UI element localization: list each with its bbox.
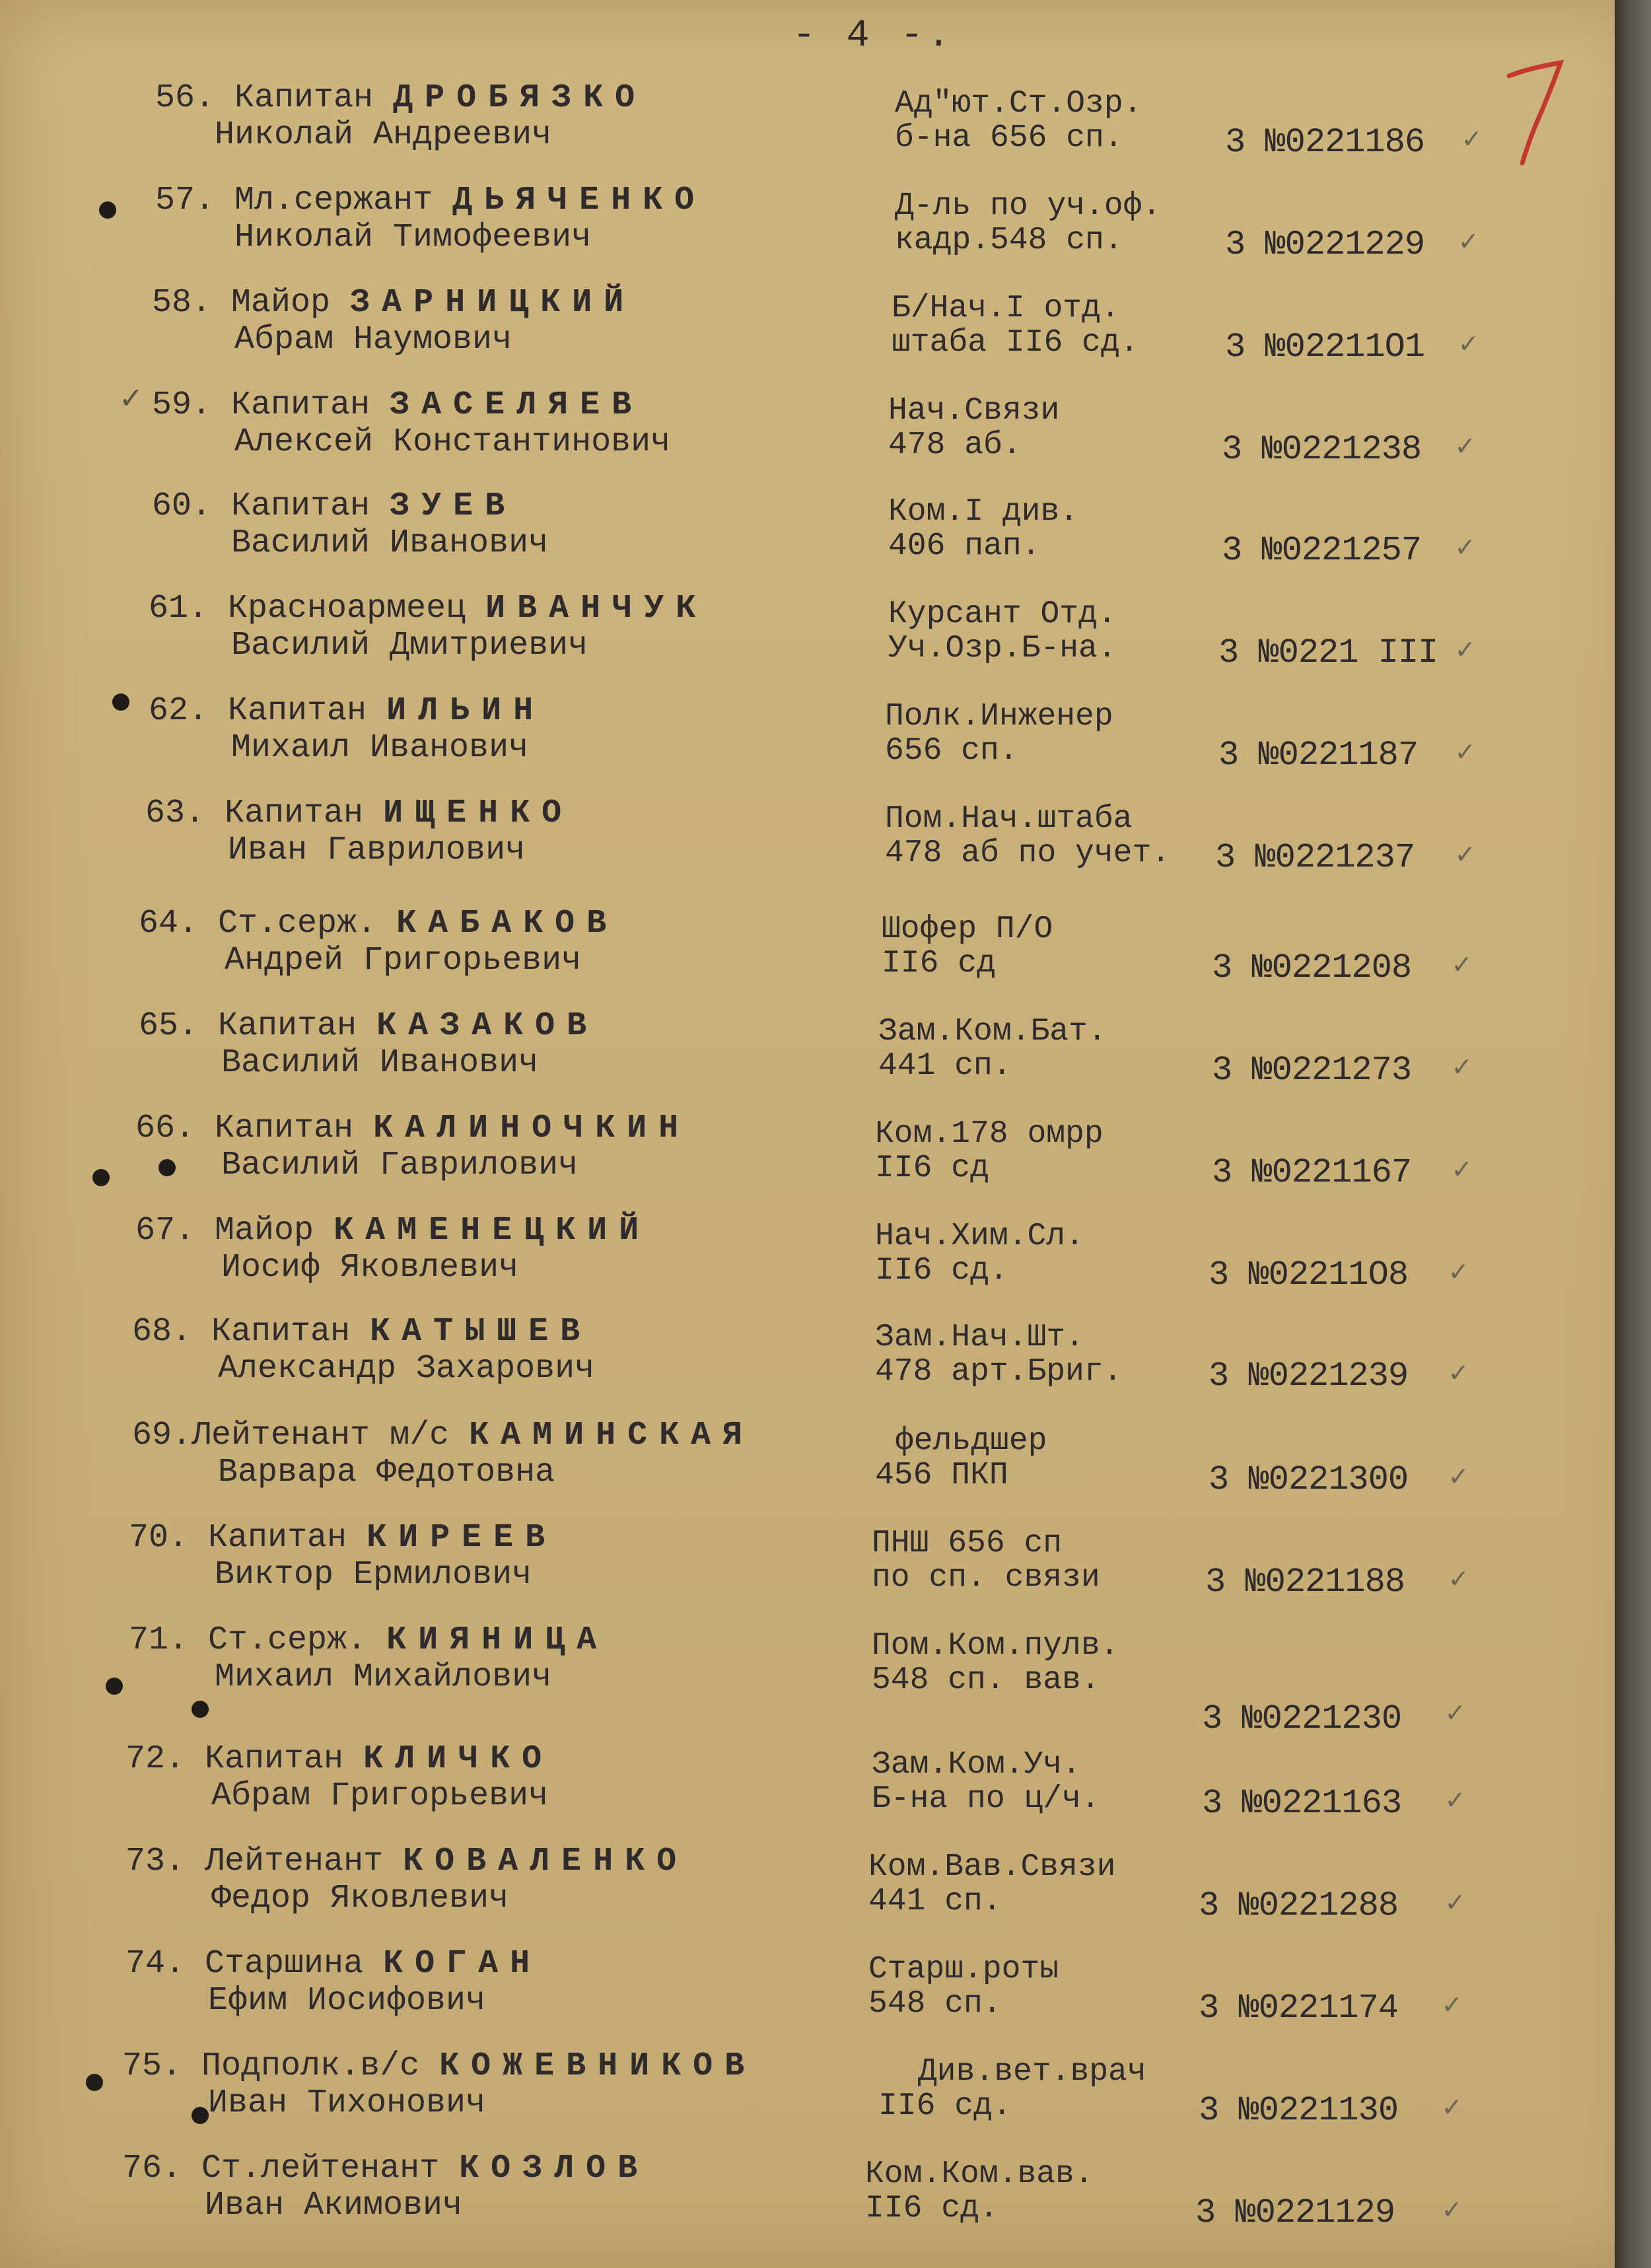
unit-line-2: II6 сд.: [865, 2191, 999, 2226]
award-list-entry: [0, 1212, 1611, 1311]
entry-number: 71.: [129, 1621, 189, 1659]
entry-number: 70.: [129, 1519, 189, 1557]
check-mark: ✓: [1443, 2092, 1461, 2125]
surname: КИЯНИЦА: [386, 1621, 609, 1659]
award-number: 3 №0221129: [1195, 2193, 1395, 2232]
unit-line-1: Ком.I див.: [888, 494, 1079, 530]
check-mark: ✓: [1446, 1785, 1464, 1818]
surname: ДЬЯЧЕНКО: [452, 182, 707, 219]
military-rank: Ст.лейтенант: [201, 2150, 440, 2187]
entry-number-rank-surname: [139, 905, 618, 942]
award-list-entry: [0, 182, 1611, 281]
unit-line-2: II6 сд.: [878, 2088, 1012, 2124]
entry-number: 59.: [152, 386, 212, 424]
surname: КОЖЕВНИКОВ: [439, 2047, 757, 2085]
award-number: 3 №0221230: [1202, 1699, 1402, 1738]
military-rank: Ст.серж.: [208, 1621, 367, 1659]
award-list-entry: [0, 1007, 1611, 1106]
award-number: 3 №0221288: [1199, 1886, 1399, 1925]
award-list-entry: [0, 79, 1611, 178]
military-rank: Мл.сержант: [234, 182, 433, 219]
award-number: 3 №0221257: [1222, 531, 1422, 570]
surname: ЗУЕВ: [390, 487, 517, 525]
given-names: Виктор Ермилович: [215, 1556, 532, 1594]
award-number: 3 №02211О8: [1209, 1256, 1409, 1294]
entry-number-rank-surname: [149, 692, 545, 730]
entry-number-rank-surname: [132, 1417, 754, 1454]
award-list-entry: [0, 1313, 1611, 1412]
check-mark: ✓: [1456, 737, 1474, 770]
scan-edge-shadow: [1615, 0, 1651, 2268]
award-list-entry: [0, 2047, 1611, 2146]
given-names: Андрей Григорьевич: [225, 942, 582, 979]
entry-number-rank-surname: [152, 284, 635, 322]
unit-line-1: фельдшер: [895, 1423, 1047, 1459]
check-mark: ✓: [1463, 124, 1481, 157]
unit-line-2: II6 сд.: [875, 1253, 1008, 1289]
entry-number-rank-surname: [122, 2150, 649, 2187]
entry-number-rank-surname: [135, 1212, 650, 1250]
award-number: 3 №0221300: [1209, 1460, 1409, 1499]
surname: ДРОБЯЗКО: [393, 79, 647, 117]
entry-number: 62.: [149, 692, 209, 730]
given-names: Николай Андреевич: [215, 116, 552, 154]
award-list-entry: [0, 795, 1611, 894]
entry-number: 60.: [152, 487, 212, 525]
surname: КАЛИНОЧКИН: [373, 1110, 691, 1147]
entry-number: 57.: [155, 182, 215, 219]
award-number: 3 №0221 III: [1218, 633, 1438, 672]
surname: ЗАРНИЦКИЙ: [350, 284, 636, 322]
unit-line-1: Ком.Вав.Связи: [868, 1849, 1116, 1885]
check-mark: ✓: [1453, 950, 1471, 983]
check-mark: ✓: [1453, 1154, 1471, 1187]
unit-line-1: Ком.178 омрр: [875, 1116, 1104, 1152]
unit-line-2: 441 сп.: [878, 1048, 1012, 1084]
award-number: 3 №0221163: [1202, 1784, 1402, 1823]
award-number: 3 №0221239: [1209, 1357, 1409, 1396]
entry-number-rank-surname: [149, 590, 707, 627]
entry-number-rank-surname: [125, 1843, 688, 1880]
given-names: Николай Тимофеевич: [234, 219, 592, 256]
award-list-entry: [0, 1740, 1611, 1839]
unit-line-2: 656 сп.: [885, 733, 1018, 769]
entry-number-rank-surname: [125, 1945, 542, 1983]
military-rank: Ст.серж.: [218, 905, 377, 942]
entry-number: 73.: [125, 1843, 186, 1880]
check-mark: ✓: [1453, 1052, 1471, 1085]
unit-line-2: штаба II6 сд.: [892, 325, 1139, 361]
military-rank: Майор: [215, 1212, 314, 1250]
unit-line-2: 478 арт.Бриг.: [875, 1354, 1123, 1390]
award-list-entry: [0, 2150, 1611, 2249]
military-rank: Капитан: [218, 1007, 357, 1045]
unit-line-2: II6 сд: [875, 1151, 989, 1186]
surname: КИРЕЕВ: [367, 1519, 557, 1557]
award-list-entry: [0, 1110, 1611, 1209]
surname: ИВАНЧУК: [485, 590, 708, 627]
entry-number: 76.: [122, 2150, 182, 2187]
award-number: 3 №0221208: [1212, 948, 1412, 987]
surname: КАБАКОВ: [396, 905, 619, 942]
entry-number: 58.: [152, 284, 212, 322]
given-names: Михаил Михайлович: [215, 1658, 552, 1696]
entry-number: 56.: [155, 79, 215, 117]
entry-number-rank-surname: [125, 1740, 553, 1778]
award-number: 3 №0221237: [1215, 838, 1415, 877]
check-mark: ✓: [1450, 1257, 1467, 1290]
unit-line-2: Уч.Озр.Б-на.: [888, 631, 1117, 666]
check-mark: ✓: [1456, 635, 1474, 668]
entry-number: 64.: [139, 905, 199, 942]
entry-number-rank-surname: [152, 487, 516, 525]
entry-number: 74.: [125, 1945, 186, 1983]
unit-line-1: Полк.Инженер: [885, 699, 1113, 734]
surname: КЛИЧКО: [363, 1740, 554, 1778]
military-rank: Майор: [231, 284, 331, 322]
award-number: 3 №0221273: [1212, 1051, 1412, 1090]
unit-line-2: 548 сп. вав.: [872, 1662, 1100, 1698]
unit-line-1: Старш.роты: [868, 1952, 1059, 1987]
unit-line-1: Пом.Нач.штаба: [885, 801, 1133, 837]
entry-number: 75.: [122, 2047, 182, 2085]
award-list-entry: [0, 1945, 1611, 2044]
award-list-entry: [0, 590, 1611, 689]
unit-line-2: б-на 656 сп.: [895, 120, 1123, 156]
entry-number-rank-surname: [135, 1110, 690, 1147]
check-mark: ✓: [1446, 1698, 1464, 1731]
unit-line-1: Нач.Хим.Сл.: [875, 1219, 1084, 1254]
military-rank: Красноармеец: [228, 590, 466, 627]
unit-line-1: Зам.Ком.Бат.: [878, 1014, 1107, 1049]
unit-line-2: кадр.548 сп.: [895, 223, 1123, 258]
unit-line-2: Б-на по ц/ч.: [872, 1781, 1100, 1817]
given-names: Василий Иванович: [231, 524, 549, 562]
unit-line-2: II6 сд: [882, 946, 996, 981]
entry-number-rank-surname: [155, 182, 706, 219]
surname: КОЗЛОВ: [459, 2150, 650, 2187]
check-mark: ✓: [1450, 1564, 1467, 1597]
entry-number: 68.: [132, 1313, 192, 1351]
entry-number-rank-surname: [139, 1007, 598, 1045]
given-names: Михаил Иванович: [231, 729, 529, 767]
military-rank: Капитан: [234, 79, 374, 117]
given-names: Иван Тихонович: [208, 2084, 486, 2122]
unit-line-1: Пом.Ком.пулв.: [872, 1628, 1119, 1664]
award-list-entry: [0, 1843, 1611, 1942]
check-mark: ✓: [1450, 1462, 1467, 1495]
surname: КАМИНСКАЯ: [469, 1417, 755, 1454]
surname: КАЗАКОВ: [376, 1007, 599, 1045]
military-rank: Капитан: [231, 386, 370, 424]
unit-line-2: по сп. связи: [872, 1560, 1100, 1596]
unit-line-1: Б/Нач.I отд.: [892, 291, 1120, 326]
given-names: Федор Яковлевич: [211, 1880, 509, 1917]
award-list-entry: [0, 487, 1611, 586]
pencil-check-mark: ✓: [119, 382, 143, 415]
check-mark: ✓: [1459, 329, 1477, 362]
military-rank: Старшина: [205, 1945, 364, 1983]
unit-line-2: 406 пап.: [888, 528, 1041, 564]
check-mark: ✓: [1456, 532, 1474, 565]
check-mark: ✓: [1459, 227, 1477, 260]
entry-number: 66.: [135, 1110, 195, 1147]
unit-line-1: Курсант Отд.: [888, 596, 1117, 632]
award-number: 3 №0221229: [1225, 225, 1425, 264]
entry-number: 67.: [135, 1212, 195, 1250]
unit-line-2: 548 сп.: [868, 1986, 1002, 2022]
check-mark: ✓: [1443, 2195, 1461, 2228]
given-names: Иван Акимович: [205, 2187, 463, 2224]
entry-number-rank-surname: [152, 386, 643, 424]
award-number: 3 №0221130: [1199, 2091, 1399, 2130]
given-names: Александр Захарович: [218, 1350, 595, 1388]
entry-number-rank-surname: [129, 1519, 557, 1557]
military-rank: Капитан: [205, 1740, 344, 1778]
military-rank: Капитан: [231, 487, 370, 525]
unit-line-1: Ад"ют.Ст.Озр.: [895, 86, 1142, 122]
entry-number: 61.: [149, 590, 209, 627]
surname: КОГАН: [383, 1945, 542, 1983]
given-names: Варвара Федотовна: [218, 1454, 555, 1491]
military-rank: Капитан: [211, 1313, 351, 1351]
award-list-entry: [0, 1621, 1611, 1738]
military-rank: Лейтенант м/с: [192, 1417, 450, 1454]
given-names: Иван Гаврилович: [228, 832, 526, 869]
surname: ИЛЬИН: [386, 692, 545, 730]
given-names: Иосиф Яковлевич: [221, 1249, 519, 1287]
entry-number-rank-surname: [122, 2047, 756, 2085]
award-list-entry: [0, 1417, 1611, 1516]
unit-line-1: Див.вет.врач: [918, 2054, 1146, 2090]
surname: КАТЫШЕВ: [370, 1313, 592, 1351]
entry-number: 63.: [145, 795, 205, 832]
check-mark: ✓: [1456, 839, 1474, 872]
check-mark: ✓: [1450, 1358, 1467, 1391]
award-number: 3 №0221188: [1205, 1563, 1405, 1602]
surname: ИЩЕНКО: [383, 795, 574, 832]
surname: КАМЕНЕЦКИЙ: [334, 1212, 651, 1250]
given-names: Василий Гаврилович: [221, 1147, 579, 1184]
unit-line-2: 456 ПКП: [875, 1458, 1008, 1493]
unit-line-1: Шофер П/О: [882, 911, 1053, 947]
given-names: Алексей Константинович: [234, 423, 671, 461]
military-rank: Капитан: [225, 795, 364, 832]
given-names: Абрам Григорьевич: [211, 1777, 549, 1815]
surname: ЗАСЕЛЯЕВ: [390, 386, 644, 424]
award-number: 3 №02211О1: [1225, 328, 1425, 367]
military-rank: Капитан: [215, 1110, 354, 1147]
given-names: Василий Иванович: [221, 1044, 539, 1082]
military-rank: Капитан: [208, 1519, 347, 1557]
award-list-entry: [0, 692, 1611, 791]
entry-number-rank-surname: [145, 795, 573, 832]
unit-line-1: Ком.Ком.вав.: [865, 2156, 1094, 2192]
unit-line-1: Нач.Связи: [888, 393, 1060, 429]
check-mark: ✓: [1443, 1990, 1461, 2023]
surname: КОВАЛЕНКО: [403, 1843, 689, 1880]
given-names: Абрам Наумович: [234, 321, 512, 359]
check-mark: ✓: [1456, 431, 1474, 464]
award-list-entry: [0, 1519, 1611, 1618]
entry-number: 65.: [139, 1007, 199, 1045]
unit-line-1: Д-ль по уч.оф.: [895, 188, 1162, 224]
military-rank: Лейтенант: [205, 1843, 384, 1880]
check-mark: ✓: [1446, 1888, 1464, 1921]
given-names: Василий Дмитриевич: [231, 627, 588, 664]
unit-line-2: 478 аб по учет.: [885, 835, 1171, 871]
award-number: 3 №0221174: [1199, 1989, 1399, 2028]
entry-number-rank-surname: [129, 1621, 608, 1659]
page-number: - 4 -.: [792, 15, 954, 57]
unit-line-1: Зам.Ком.Уч.: [872, 1747, 1081, 1783]
unit-line-2: 478 аб.: [888, 427, 1022, 463]
entry-number: 72.: [125, 1740, 186, 1778]
military-rank: Подполк.в/с: [201, 2047, 420, 2085]
unit-line-1: Зам.Нач.Шт.: [875, 1320, 1084, 1355]
entry-number-rank-surname: [155, 79, 647, 117]
award-list-entry: [0, 386, 1611, 485]
military-rank: Капитан: [228, 692, 367, 730]
given-names: Ефим Иосифович: [208, 1982, 486, 2020]
award-number: 3 №0221238: [1222, 430, 1422, 469]
entry-number-rank-surname: [132, 1313, 592, 1351]
unit-line-1: ПНШ 656 сп: [872, 1526, 1063, 1561]
award-number: 3 №0221167: [1212, 1153, 1412, 1192]
award-number: 3 №0221187: [1218, 736, 1419, 775]
unit-line-2: 441 сп.: [868, 1884, 1002, 1919]
award-number: 3 №0221186: [1225, 123, 1425, 162]
page-mark-text: 7: [1502, 56, 1503, 57]
entry-number: 69.: [132, 1417, 192, 1454]
award-list-entry: [0, 905, 1611, 1004]
award-list-entry: [0, 284, 1611, 383]
